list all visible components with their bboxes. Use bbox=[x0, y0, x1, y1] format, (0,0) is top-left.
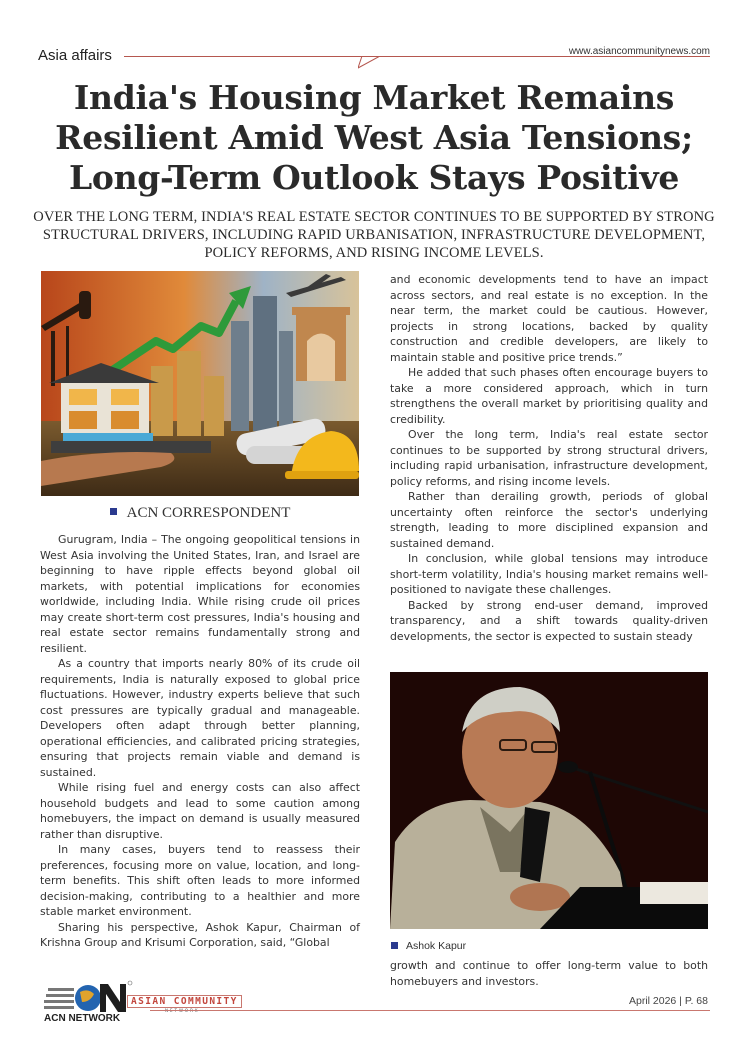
hero-illustration bbox=[41, 271, 359, 496]
headline-line: Resilient Amid West Asia Tensions; bbox=[55, 118, 693, 157]
india-gate-icon bbox=[292, 307, 350, 381]
paragraph: Rather than derailing growth, periods of global uncertainty often reinforce the sector's underlying strength, leading to more disciplined expansion and sustained demand. bbox=[390, 490, 708, 550]
paragraph: He added that such phases often encourage buyers to take a more considered approach, which in turn strengthens the overall market by prioritising quality and credibility. bbox=[390, 366, 708, 426]
paragraph: Gurugram, India – The ongoing geopolitical tensions in West Asia involving the United States, Iran, and Israel are beginning to have ripple effects beyond global oil markets, with potential implications for economies worldwide, including India. While rising crude oil prices may create short-term cost pressures, India's housing and real estate sector remains fundamentally strong and resilient. bbox=[40, 533, 360, 655]
section-label: Asia affairs bbox=[38, 47, 112, 64]
header-rule-notch bbox=[358, 56, 398, 70]
left-column bbox=[40, 532, 360, 951]
hero-illustration-graphic bbox=[41, 271, 359, 496]
headline-line: India's Housing Market Remains bbox=[73, 78, 675, 117]
byline bbox=[40, 505, 360, 522]
right-column bbox=[390, 272, 708, 644]
bullet-square-icon bbox=[391, 942, 398, 949]
speaker-photo-graphic bbox=[390, 672, 708, 929]
paragraph: In conclusion, while global tensions may introduce short-term volatility, India's housing market remains well-positioned to navigate these challenges. bbox=[390, 552, 708, 596]
paragraph: While rising fuel and energy costs can also affect household budgets and lead to some caution among homebuyers, the impact on demand is usually measured rather than disruptive. bbox=[40, 781, 360, 841]
bullet-square-icon bbox=[110, 508, 117, 515]
paragraph: Backed by strong end-user demand, improved transparency, and a shift towards quality-driven developments, the sector is expected to sustain steady bbox=[390, 598, 708, 643]
photo-caption bbox=[391, 940, 466, 952]
deck-subheading: OVER THE LONG TERM, INDIA'S REAL ESTATE SECTOR CONTINUES TO BE SUPPORTED BY STRONG STRUCTURAL DRIVERS, INCLUDING RAPID URBANISATION, INFRASTRUCTURE DEVELOPMENT, POLICY REFORMS, AND RISING INCOME LEVELS. bbox=[33, 209, 715, 261]
byline-text: ACN CORRESPONDENT bbox=[126, 505, 291, 521]
photo-caption-text: Ashok Kapur bbox=[406, 940, 467, 952]
paragraph: Sharing his perspective, Ashok Kapur, Chairman of Krishna Group and Krisumi Corporation, said, “Global bbox=[40, 920, 360, 949]
speaker-photo bbox=[390, 672, 708, 929]
paragraph: As a country that imports nearly 80% of its crude oil requirements, India is naturally exposed to global price fluctuations. However, industry experts believe that such cost pressures are typically gradual and manageable. Developers often adapt through better planning, operational efficiencies, and calibrated pricing strategies, ensuring that projects remain viable and demand is sustained. bbox=[40, 657, 360, 779]
acn-logo-icon bbox=[44, 980, 134, 1014]
paragraph-continued: growth and continue to offer long-term value to both homebuyers and investors. bbox=[390, 959, 708, 988]
footer-rule bbox=[150, 1010, 710, 1011]
headline-line: Long-Term Outlook Stays Positive bbox=[68, 158, 680, 197]
acn-network-label: ACN NETWORK bbox=[44, 1013, 121, 1024]
headline bbox=[20, 78, 728, 198]
paragraph: In many cases, buyers tend to reassess their preferences, focusing more on value, location, and long-term benefits. This shift often leads to more informed decision-making, contributing to a healthier and more stable market environment. bbox=[40, 843, 360, 918]
closing-text bbox=[390, 958, 708, 989]
paragraph-continued: and economic developments tend to have an impact across sectors, and real estate is no exception. In the near term, the market could be cautious. However, projects in strong locations, backed by quality construction and credible developers, are likely to maintain stable and positive price trends.” bbox=[390, 273, 708, 364]
website-link[interactable]: www.asiancommunitynews.com bbox=[568, 46, 710, 57]
asian-community-banner: ASIAN COMMUNITY bbox=[127, 995, 242, 1008]
paragraph: Over the long term, India's real estate sector continues to be supported by strong structural drivers, including rapid urbanisation, infrastructure development, policy reforms, and rising income levels. bbox=[390, 428, 708, 488]
issue-date-page: April 2026 | P. 68 bbox=[628, 995, 708, 1007]
page-header bbox=[38, 44, 710, 74]
